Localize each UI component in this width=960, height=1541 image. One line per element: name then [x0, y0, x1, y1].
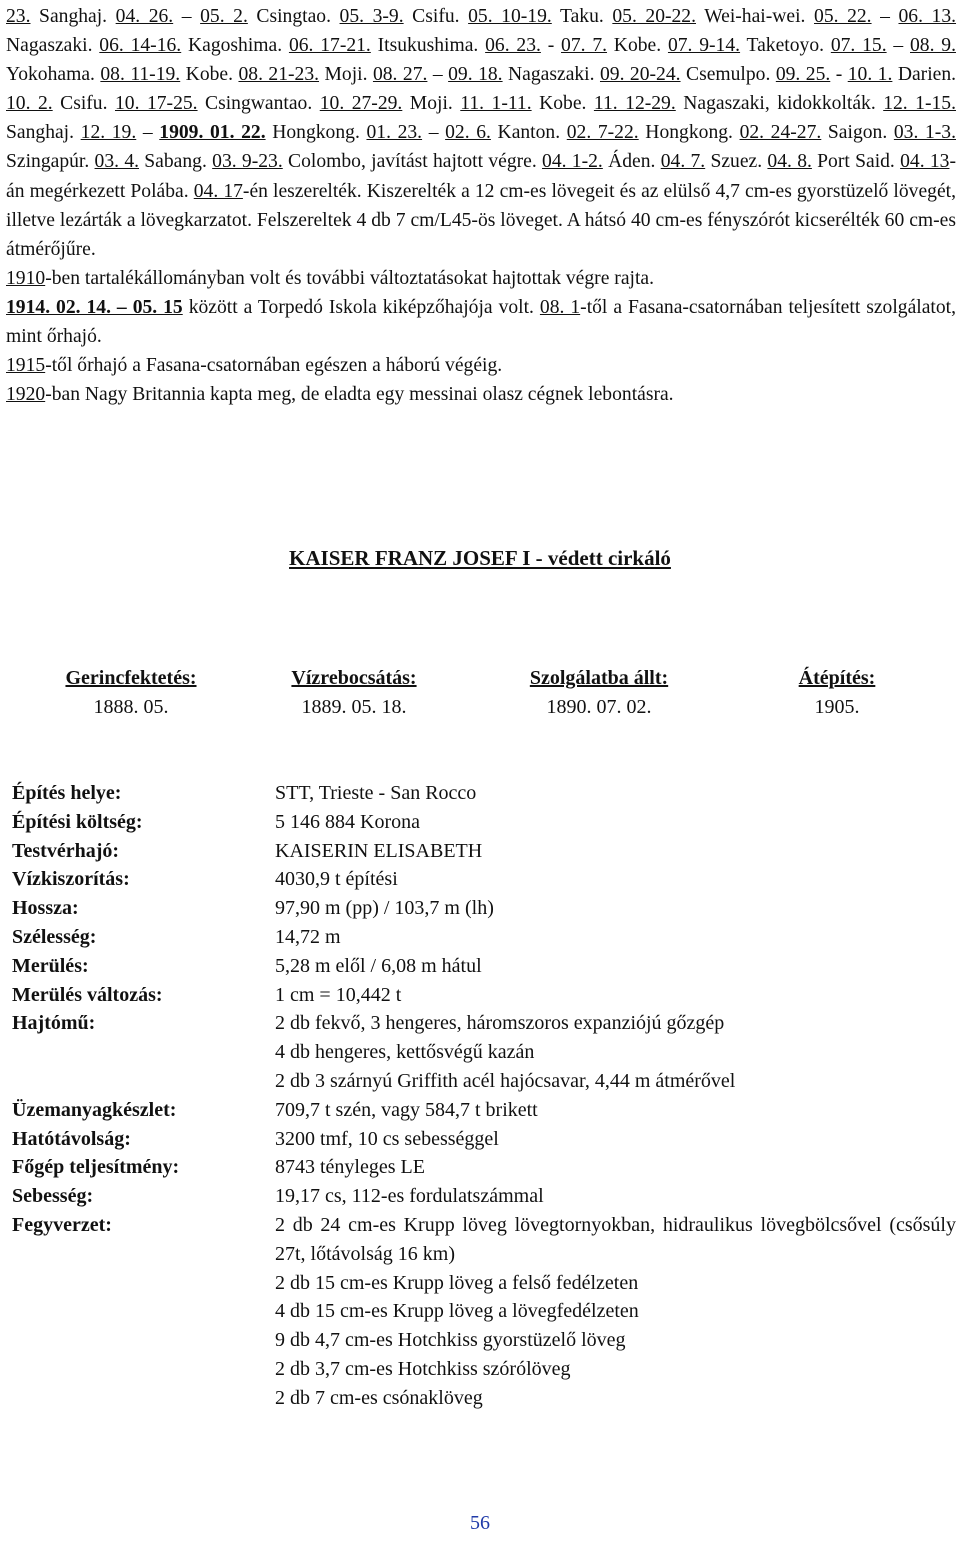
spec-value: 4 db 15 cm-es Krupp löveg a lövegfedélzeten — [275, 1300, 639, 1323]
date-ref: 04. 17 — [193, 180, 243, 202]
spec-row — [12, 865, 956, 894]
text-run: Moji. — [402, 93, 461, 115]
spec-values — [275, 779, 956, 808]
date-ref: 05. 22. — [814, 6, 872, 27]
spec-value: 19,17 cs, 112-es fordulatszámmal — [275, 1185, 544, 1208]
spec-value: 2 db fekvő, 3 hengeres, háromszoros expanziójú gőzgép — [275, 1012, 725, 1035]
date-ref: 01. 23. — [366, 122, 423, 144]
spec-label: Hatótávolság: — [12, 1127, 131, 1150]
spec-value: 4030,9 t építési — [275, 868, 398, 891]
spec-row — [12, 1096, 956, 1125]
date-ref: 07. 15. — [830, 35, 887, 57]
date-ref: 09. 18. — [448, 64, 503, 86]
spec-row — [12, 1211, 956, 1413]
year-1910-paragraph — [6, 264, 956, 293]
spec-value: KAISERIN ELISABETH — [275, 839, 483, 862]
text-run: Kagoshima. — [181, 35, 289, 57]
spec-value: 2 db 3,7 cm-es Hotchkiss szórólöveg — [275, 1357, 571, 1380]
date-ref: 02. 24-27. — [739, 122, 822, 144]
ship-title: KAISER FRANZ JOSEF I - védett cirkáló — [289, 546, 671, 570]
date-ref: 08. 1 — [539, 296, 581, 318]
spec-value: 8743 tényleges LE — [275, 1156, 425, 1179]
date-value: 1888. 05. — [93, 696, 169, 718]
spec-row — [12, 1153, 956, 1182]
date-ref: 08. 11-19. — [100, 64, 181, 86]
spec-values — [275, 865, 956, 894]
date-ref: 05. 3-9. — [339, 6, 404, 27]
spec-value: 9 db 4,7 cm-es Hotchkiss gyorstüzelő löveg — [275, 1329, 626, 1352]
text-run: Hongkong. — [265, 122, 367, 144]
date-ref: 1915 — [6, 355, 46, 377]
date-ref: 09. 25. — [775, 64, 831, 86]
date-ref: 11. 1-11. — [460, 93, 532, 115]
text-run: Csingwantao. — [197, 93, 320, 115]
spec-row — [12, 808, 956, 837]
spec-value: 4 db hengeres, kettősvégű kazán — [275, 1041, 535, 1064]
text-run: Nagaszaki. — [502, 64, 600, 86]
date-ref: 11. 12-29. — [593, 93, 676, 115]
year-1914-paragraph — [6, 293, 956, 351]
date-ref: 23. — [6, 6, 31, 27]
date-ref: 06. 23. — [485, 35, 541, 57]
text-run: Yokohama. — [6, 64, 101, 86]
spec-value: 1 cm = 10,442 t — [275, 983, 402, 1006]
text-run: Csingtao. — [247, 6, 340, 27]
text-run: – — [422, 122, 446, 144]
text-run: -án megérkezett Polába. — [6, 151, 956, 202]
text-run: Taku. — [551, 6, 613, 27]
text-run: -ban Nagy Britannia kapta meg, de eladta egy messinai olasz cégnek lebontásra. — [45, 384, 674, 406]
spec-value: 97,90 m (pp) / 103,7 m (lh) — [275, 897, 494, 920]
date-keel-laying — [48, 664, 214, 722]
text-run: Csemulpo. — [680, 64, 776, 86]
spec-label: Építési költség: — [12, 810, 143, 833]
spec-label: Szélesség: — [12, 925, 97, 948]
spec-row — [12, 1182, 956, 1211]
text-run: Kanton. — [490, 122, 567, 144]
year-1915-paragraph — [6, 351, 956, 380]
text-run: Sanghaj. — [6, 122, 81, 144]
date-ref: 08. 21-23. — [238, 64, 320, 86]
text-run: Moji. — [319, 64, 373, 86]
text-run: között a Torpedó Iskola kiképzőhajója volt. — [182, 296, 540, 318]
spec-row — [12, 1125, 956, 1154]
text-run: Darien. — [892, 64, 957, 86]
spec-row — [12, 837, 956, 866]
date-ref: 05. 20-22. — [612, 6, 697, 27]
spec-values — [275, 1125, 956, 1154]
date-ref: 06. 17-21. — [288, 35, 371, 57]
text-run: Nagaszaki. — [6, 35, 100, 57]
date-label: Szolgálatba állt: — [529, 667, 669, 689]
text-run: Kobe. — [531, 93, 594, 115]
spec-value: 3200 tmf, 10 cs sebességgel — [275, 1127, 499, 1150]
date-ref: 07. 7. — [561, 35, 608, 57]
specifications-table — [12, 779, 956, 1413]
spec-values — [275, 1182, 956, 1211]
date-ref: 12. 19. — [80, 122, 137, 144]
text-run: -én leszerelték. Kiszerelték a 12 cm-es lövegeit és az elülső 4,7 cm-es gyorstüzelő lövegét, illetve lezárták a lövegkarzatot. Felszereltek 4 db 7 cm/L45-ös löveget. A hátsó 40 cm-es fényszórót kicserélték 60 cm-es átmérőjűre. — [6, 180, 956, 260]
date-ref: 04. 26. — [115, 6, 174, 27]
date-label: Gerincfektetés: — [65, 667, 197, 689]
text-run: Kobe. — [607, 35, 668, 57]
date-ref: 06. 14-16. — [99, 35, 182, 57]
spec-row — [12, 952, 956, 981]
date-value: 1905. — [814, 696, 860, 718]
text-run: Taketoyo. — [740, 35, 831, 57]
date-ref: 07. 9-14. — [667, 35, 741, 57]
spec-label: Üzemanyagkészlet: — [12, 1098, 177, 1121]
date-ref: 04. 8. — [767, 151, 812, 173]
text-run: Hongkong. — [638, 122, 740, 144]
date-ref: 02. 6. — [445, 122, 491, 144]
service-history-text — [6, 2, 956, 409]
date-ref: 02. 7-22. — [566, 122, 639, 144]
date-commissioned — [510, 664, 688, 722]
text-run: Csifu. — [52, 93, 115, 115]
text-run: Sabang. — [139, 151, 213, 173]
itinerary-paragraph — [6, 2, 956, 264]
date-launch — [273, 664, 435, 722]
date-ref: 04. 13 — [900, 151, 950, 173]
spec-values — [275, 1211, 956, 1413]
date-value: 1889. 05. 18. — [301, 696, 407, 718]
spec-value: 2 db 24 cm-es Krupp löveg lövegtornyokban, hidraulikus lövegbölcsővel (csősúly 27t, lőtávolság 16 km) — [275, 1213, 956, 1265]
text-run: Csifu. — [403, 6, 469, 27]
spec-row — [12, 894, 956, 923]
text-run: -ben tartalékállományban volt és további változtatásokat hajtottak végre rajta. — [45, 267, 655, 289]
text-run: - — [830, 64, 848, 86]
text-run: Itsukushima. — [370, 35, 486, 57]
date-ref: 1909. 01. 22. — [159, 122, 266, 144]
spec-row — [12, 779, 956, 808]
date-ref: 1920 — [6, 384, 46, 406]
spec-values — [275, 923, 956, 952]
spec-label: Főgép teljesítmény: — [12, 1156, 180, 1179]
date-ref: 1910 — [6, 267, 46, 289]
date-ref: 08. 27. — [372, 64, 428, 86]
date-ref: 10. 1. — [847, 64, 893, 86]
spec-values — [275, 1096, 956, 1125]
date-ref: 04. 1-2. — [542, 151, 603, 173]
date-label: Átépítés: — [798, 667, 876, 689]
spec-label: Hossza: — [12, 897, 79, 920]
spec-value: 5 146 884 Korona — [275, 810, 420, 833]
date-ref: 10. 17-25. — [114, 93, 198, 115]
text-run: – — [173, 6, 201, 27]
spec-value: 5,28 m elől / 6,08 m hátul — [275, 954, 482, 977]
spec-values — [275, 952, 956, 981]
text-run: Szingapúr. — [6, 151, 95, 173]
text-run: -től őrhajó a Fasana-csatornában egészen a háború végéig. — [45, 355, 503, 377]
date-ref: 03. 9-23. — [212, 151, 283, 173]
date-ref: 12. 1-15. — [883, 93, 956, 115]
spec-row — [12, 923, 956, 952]
date-rebuilt — [787, 664, 887, 722]
date-ref: 05. 2. — [200, 6, 248, 27]
page-number: 56 — [470, 1512, 490, 1534]
date-value: 1890. 07. 02. — [546, 696, 652, 718]
spec-label: Építés helye: — [12, 782, 122, 804]
text-run: Nagaszaki, kidokkolták. — [675, 93, 884, 115]
spec-label: Vízkiszorítás: — [12, 868, 130, 891]
key-dates-row — [0, 664, 960, 724]
text-run: Wei-hai-wei. — [696, 6, 815, 27]
date-ref: 09. 20-24. — [599, 64, 681, 86]
text-run: Sanghaj. — [30, 6, 116, 27]
date-ref: 03. 4. — [94, 151, 140, 173]
text-run: Szuez. — [705, 151, 768, 173]
date-ref: 05. 10-19. — [468, 6, 552, 27]
spec-label: Merülés változás: — [12, 983, 163, 1006]
text-run: – — [136, 122, 160, 144]
date-ref: 08. 9. — [910, 35, 956, 57]
date-ref: 1914. 02. 14. – 05. 15 — [6, 296, 183, 318]
spec-label: Merülés: — [12, 954, 89, 977]
spec-row — [12, 981, 956, 1010]
date-ref: 06. 13. — [898, 6, 957, 27]
text-run: Kobe. — [180, 64, 239, 86]
spec-row — [12, 1009, 956, 1095]
text-run: – — [871, 6, 899, 27]
text-run: Áden. — [602, 151, 661, 173]
spec-values — [275, 808, 956, 837]
text-run: Saigon. — [821, 122, 894, 144]
spec-values — [275, 1153, 956, 1182]
spec-label: Testvérhajó: — [12, 839, 120, 862]
spec-value: STT, Trieste - San Rocco — [275, 782, 477, 804]
date-ref: 03. 1-3. — [893, 122, 956, 144]
spec-label: Fegyverzet: — [12, 1213, 112, 1236]
date-ref: 10. 2. — [6, 93, 53, 115]
text-run: -től a Fasana-csatornában teljesített szolgálatot, mint őrhajó. — [6, 296, 957, 348]
spec-values — [275, 981, 956, 1010]
date-ref: 04. 7. — [660, 151, 706, 173]
spec-value: 709,7 t szén, vagy 584,7 t brikett — [275, 1098, 538, 1121]
spec-value: 14,72 m — [275, 925, 341, 948]
date-label: Vízrebocsátás: — [291, 667, 417, 689]
spec-values — [275, 837, 956, 866]
text-run: Port Said. — [811, 151, 901, 173]
spec-value: 2 db 7 cm-es csónaklöveg — [275, 1386, 483, 1409]
text-run: - — [540, 35, 562, 57]
year-1920-paragraph — [6, 380, 956, 409]
spec-label: Hajtómű: — [12, 1012, 96, 1035]
date-ref: 10. 27-29. — [319, 93, 403, 115]
spec-values — [275, 894, 956, 923]
text-run: – — [886, 35, 910, 57]
text-run: Colombo, javítást hajtott végre. — [282, 151, 543, 173]
spec-value: 2 db 3 szárnyú Griffith acél hajócsavar, 4,44 m átmérővel — [275, 1069, 736, 1092]
text-run: – — [427, 64, 449, 86]
spec-label: Sebesség: — [12, 1185, 94, 1208]
spec-values — [275, 1009, 956, 1095]
spec-value: 2 db 15 cm-es Krupp löveg a felső fedélzeten — [275, 1271, 639, 1294]
